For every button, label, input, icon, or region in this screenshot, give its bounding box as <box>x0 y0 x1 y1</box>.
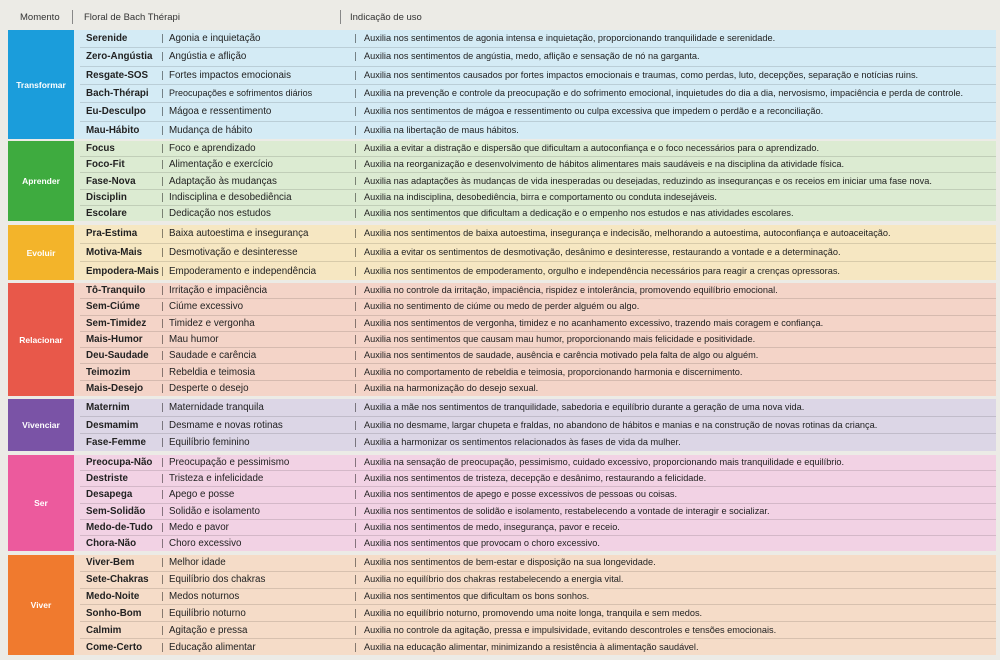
header-floral: Floral de Bach Thérapi <box>84 12 180 23</box>
floral-indication: Medo e pavor <box>162 523 355 532</box>
table-row <box>80 332 996 348</box>
floral-name: Sem-Solidão <box>86 505 146 517</box>
floral-description: Auxilia no controle da agitação, pressa e impulsividade, evitando descontroles e tensões emocionais. <box>355 626 996 635</box>
floral-indication: Desperte o desejo <box>162 384 355 393</box>
group-label: Aprender <box>8 141 74 221</box>
group-evoluir <box>8 225 996 280</box>
table-row <box>80 434 996 451</box>
floral-name: Pra-Estima <box>86 228 138 240</box>
floral-description: Auxilia nos sentimentos de vergonha, timidez e no acanhamento excessivo, trazendo mais coragem e confiança. <box>355 319 996 328</box>
floral-description: Auxilia nos sentimentos de agonia intensa e inquietação, proporcionando tranquilidade e serenidade. <box>355 34 996 43</box>
table-row <box>80 555 996 572</box>
group-rows <box>80 30 996 139</box>
floral-description: Auxilia a harmonizar os sentimentos relacionados às fases de vida da mulher. <box>355 438 996 447</box>
floral-indication: Mau humor <box>162 335 355 344</box>
floral-name: Focus <box>86 143 115 155</box>
floral-indication: Saudade e carência <box>162 351 355 360</box>
group-relacionar <box>8 283 996 396</box>
floral-description: Auxilia nas adaptações às mudanças de vida inesperadas ou desejadas, reduzindo as inseguranças e os receios em iniciar uma fase nova. <box>355 177 996 186</box>
floral-indication: Tristeza e infelicidade <box>162 474 355 483</box>
floral-name: Serenide <box>86 33 128 45</box>
floral-description: Auxilia nos sentimentos que dificultam os bons sonhos. <box>355 592 996 601</box>
floral-indication: Agitação e pressa <box>162 626 355 635</box>
table-row <box>80 122 996 139</box>
table-row <box>80 244 996 263</box>
floral-indication: Irritação e impaciência <box>162 286 355 295</box>
table-row <box>80 173 996 189</box>
floral-name: Teimozim <box>86 366 131 378</box>
floral-indication: Fortes impactos emocionais <box>162 71 355 80</box>
table-row <box>80 572 996 589</box>
table-row <box>80 157 996 173</box>
table-row <box>80 536 996 551</box>
floral-indication: Preocupação e pessimismo <box>162 458 355 467</box>
floral-description: Auxilia a evitar os sentimentos de desmotivação, desânimo e desinteresse, restaurando a vontade e a determinação. <box>355 248 996 257</box>
floral-name: Maternim <box>86 401 130 413</box>
group-viver <box>8 555 996 655</box>
floral-indication: Alimentação e exercício <box>162 160 355 169</box>
table-row <box>80 417 996 435</box>
floral-description: Auxilia no comportamento de rebeldia e teimosia, proporcionando harmonia e discernimento. <box>355 368 996 377</box>
floral-description: Auxilia nos sentimentos de mágoa e ressentimento ou culpa excessiva que impedem o perdão e a reconciliação. <box>355 107 996 116</box>
floral-description: Auxilia nos sentimentos de angústia, medo, aflição e sensação de nó na garganta. <box>355 52 996 61</box>
floral-indication: Empoderamento e independência <box>162 267 355 276</box>
floral-indication: Timidez e vergonha <box>162 319 355 328</box>
group-label: Viver <box>8 555 74 655</box>
header-momento: Momento <box>20 12 60 23</box>
table-row <box>80 605 996 622</box>
floral-name: Sonho-Bom <box>86 607 142 619</box>
group-transformar <box>8 30 996 139</box>
group-rows <box>80 399 996 451</box>
floral-name: Destriste <box>86 473 128 485</box>
floral-name: Tô-Tranquilo <box>86 285 146 297</box>
floral-name: Escolare <box>86 207 127 219</box>
floral-description: Auxilia no sentimento de ciúme ou medo de perder alguém ou algo. <box>355 302 996 311</box>
floral-name: Sem-Timidez <box>86 317 147 329</box>
floral-name: Sete-Chakras <box>86 574 149 586</box>
floral-name: Eu-Desculpo <box>86 106 146 118</box>
group-vivenciar <box>8 399 996 451</box>
floral-name: Disciplin <box>86 191 127 203</box>
floral-name: Sem-Ciúme <box>86 301 140 313</box>
floral-indication: Dedicação nos estudos <box>162 209 355 218</box>
floral-indication: Preocupações e sofrimentos diários <box>162 89 355 98</box>
table-row <box>80 141 996 157</box>
table-row <box>80 504 996 520</box>
table-row <box>80 48 996 66</box>
floral-name: Medo-de-Tudo <box>86 521 153 533</box>
floral-indication: Educação alimentar <box>162 643 355 652</box>
floral-name: Resgate-SOS <box>86 69 149 81</box>
floral-indication: Maternidade tranquila <box>162 403 355 412</box>
floral-indication: Mudança de hábito <box>162 126 355 135</box>
floral-name: Mais-Desejo <box>86 382 144 394</box>
floral-indication: Foco e aprendizado <box>162 144 355 153</box>
floral-description: Auxilia na educação alimentar, minimizando a resistência à alimentação saudável. <box>355 643 996 652</box>
table-row <box>80 455 996 471</box>
table-row <box>80 399 996 417</box>
table-row <box>80 316 996 332</box>
floral-name: Fase-Nova <box>86 175 136 187</box>
group-label: Ser <box>8 455 74 551</box>
table-row <box>80 283 996 299</box>
table-row <box>80 622 996 639</box>
table-row <box>80 225 996 244</box>
group-rows <box>80 555 996 655</box>
floral-indication: Angústia e aflição <box>162 52 355 61</box>
group-rows <box>80 455 996 551</box>
floral-name: Chora-Não <box>86 537 137 549</box>
floral-name: Foco-Fit <box>86 159 125 171</box>
floral-name: Zero-Angústia <box>86 51 153 63</box>
table-row <box>80 364 996 380</box>
table-row <box>80 262 996 280</box>
floral-description: Auxilia nos sentimentos de saudade, ausência e carência motivado pela falta de algo ou alguém. <box>355 351 996 360</box>
table-header <box>0 0 1000 30</box>
floral-name: Medo-Noite <box>86 591 140 603</box>
floral-name: Calmim <box>86 624 122 636</box>
floral-description: Auxilia a evitar a distração e dispersão que dificultam a autoconfiança e o foco necessários para o aprendizado. <box>355 144 996 153</box>
floral-description: Auxilia nos sentimentos causados por fortes impactos emocionais e traumas, como perdas, luto, decepções, separação e notícias ruins. <box>355 71 996 80</box>
floral-description: Auxilia no controle da irritação, impaciência, rispidez e intolerância, promovendo equilíbrio emocional. <box>355 286 996 295</box>
floral-indication: Melhor idade <box>162 558 355 567</box>
floral-indication: Rebeldia e teimosia <box>162 368 355 377</box>
floral-description: Auxilia na sensação de preocupação, pessimismo, cuidado excessivo, proporcionando mais tranquilidade e equilíbrio. <box>355 458 996 467</box>
floral-indication: Medos noturnos <box>162 592 355 601</box>
header-divider <box>340 10 341 24</box>
table-row <box>80 487 996 503</box>
group-label: Transformar <box>8 30 74 139</box>
floral-indication: Agonia e inquietação <box>162 34 355 43</box>
floral-description: Auxilia na harmonização do desejo sexual. <box>355 384 996 393</box>
floral-indication: Desmotivação e desinteresse <box>162 248 355 257</box>
floral-description: Auxilia nos sentimentos de tristeza, decepção e desânimo, restaurando a felicidade. <box>355 474 996 483</box>
floral-name: Preocupa-Não <box>86 457 153 469</box>
floral-indication: Mágoa e ressentimento <box>162 107 355 116</box>
floral-name: Empodera-Mais <box>86 265 159 277</box>
table-row <box>80 589 996 606</box>
table-row <box>80 299 996 315</box>
floral-description: Auxilia no desmame, largar chupeta e fraldas, no abandono de hábitos e manias e na construção de novas rotinas da criança. <box>355 421 996 430</box>
floral-description: Auxilia nos sentimentos de solidão e isolamento, restabelecendo a vontade de interagir e socializar. <box>355 507 996 516</box>
floral-description: Auxilia na libertação de maus hábitos. <box>355 126 996 135</box>
floral-description: Auxilia a mãe nos sentimentos de tranquilidade, sabedoria e equilíbrio durante a geração de uma nova vida. <box>355 403 996 412</box>
floral-name: Fase-Femme <box>86 437 146 449</box>
floral-indication: Adaptação às mudanças <box>162 177 355 186</box>
floral-description: Auxilia nos sentimentos de apego e posse excessivos de pessoas ou coisas. <box>355 490 996 499</box>
group-label: Relacionar <box>8 283 74 396</box>
floral-indication: Equilíbrio noturno <box>162 609 355 618</box>
floral-name: Mau-Hábito <box>86 124 140 136</box>
table-row <box>80 103 996 121</box>
floral-description: Auxilia na prevenção e controle da preocupação e do sofrimento emocional, inquietudes do dia a dia, nervosismo, impaciência e perda de controle. <box>355 89 996 98</box>
floral-description: Auxilia nos sentimentos de empoderamento, orgulho e independência necessários para reagir a crenças opressoras. <box>355 267 996 276</box>
floral-description: Auxilia no equilíbrio noturno, promovendo uma noite longa, tranquila e sem medos. <box>355 609 996 618</box>
floral-name: Desmamim <box>86 419 139 431</box>
floral-indication: Equilíbrio dos chakras <box>162 575 355 584</box>
group-label: Vivenciar <box>8 399 74 451</box>
floral-name: Mais-Humor <box>86 333 143 345</box>
floral-indication: Solidão e isolamento <box>162 507 355 516</box>
table-row <box>80 471 996 487</box>
group-ser <box>8 455 996 551</box>
table-row <box>80 190 996 206</box>
table-row <box>80 639 996 655</box>
floral-indication: Indisciplina e desobediência <box>162 193 355 202</box>
floral-indication: Choro excessivo <box>162 539 355 548</box>
floral-indication: Equilíbrio feminino <box>162 438 355 447</box>
floral-name: Deu-Saudade <box>86 350 149 362</box>
group-rows <box>80 141 996 221</box>
floral-description: Auxilia nos sentimentos que provocam o choro excessivo. <box>355 539 996 548</box>
table-row <box>80 381 996 396</box>
floral-description: Auxilia no equilíbrio dos chakras restabelecendo a energia vital. <box>355 575 996 584</box>
header-divider <box>72 10 73 24</box>
group-aprender <box>8 141 996 221</box>
group-rows <box>80 283 996 396</box>
floral-name: Bach-Thérapi <box>86 88 149 100</box>
floral-description: Auxilia nos sentimentos que causam mau humor, proporcionando mais felicidade e positividade. <box>355 335 996 344</box>
floral-description: Auxilia na reorganização e desenvolvimento de hábitos alimentares mais saudáveis e na disciplina da atividade física. <box>355 160 996 169</box>
floral-name: Desapega <box>86 489 133 501</box>
floral-name: Motiva-Mais <box>86 247 143 258</box>
floral-indication: Baixa autoestima e insegurança <box>162 229 355 238</box>
table-row <box>80 30 996 48</box>
floral-indication: Desmame e novas rotinas <box>162 421 355 430</box>
table-row <box>80 520 996 536</box>
floral-description: Auxilia nos sentimentos de medo, insegurança, pavor e receio. <box>355 523 996 532</box>
table-row <box>80 67 996 85</box>
floral-description: Auxilia nos sentimentos de bem-estar e disposição na sua longevidade. <box>355 558 996 567</box>
floral-indication: Ciúme excessivo <box>162 302 355 311</box>
table-row <box>80 85 996 103</box>
floral-description: Auxilia nos sentimentos de baixa autoestima, insegurança e indecisão, melhorando a autoestima, autoconfiança e autoaceitação. <box>355 229 996 238</box>
floral-description: Auxilia na indisciplina, desobediência, birra e comportamento ou conduta indesejáveis. <box>355 193 996 202</box>
floral-name: Viver-Bem <box>86 557 135 569</box>
floral-indication: Apego e posse <box>162 490 355 499</box>
group-rows <box>80 225 996 280</box>
table-row <box>80 348 996 364</box>
table-row <box>80 206 996 221</box>
floral-name: Come-Certo <box>86 641 143 653</box>
floral-description: Auxilia nos sentimentos que dificultam a dedicação e o empenho nos estudos e nas atividades escolares. <box>355 209 996 218</box>
header-indicacao: Indicação de uso <box>350 12 422 23</box>
group-label: Evoluir <box>8 225 74 280</box>
